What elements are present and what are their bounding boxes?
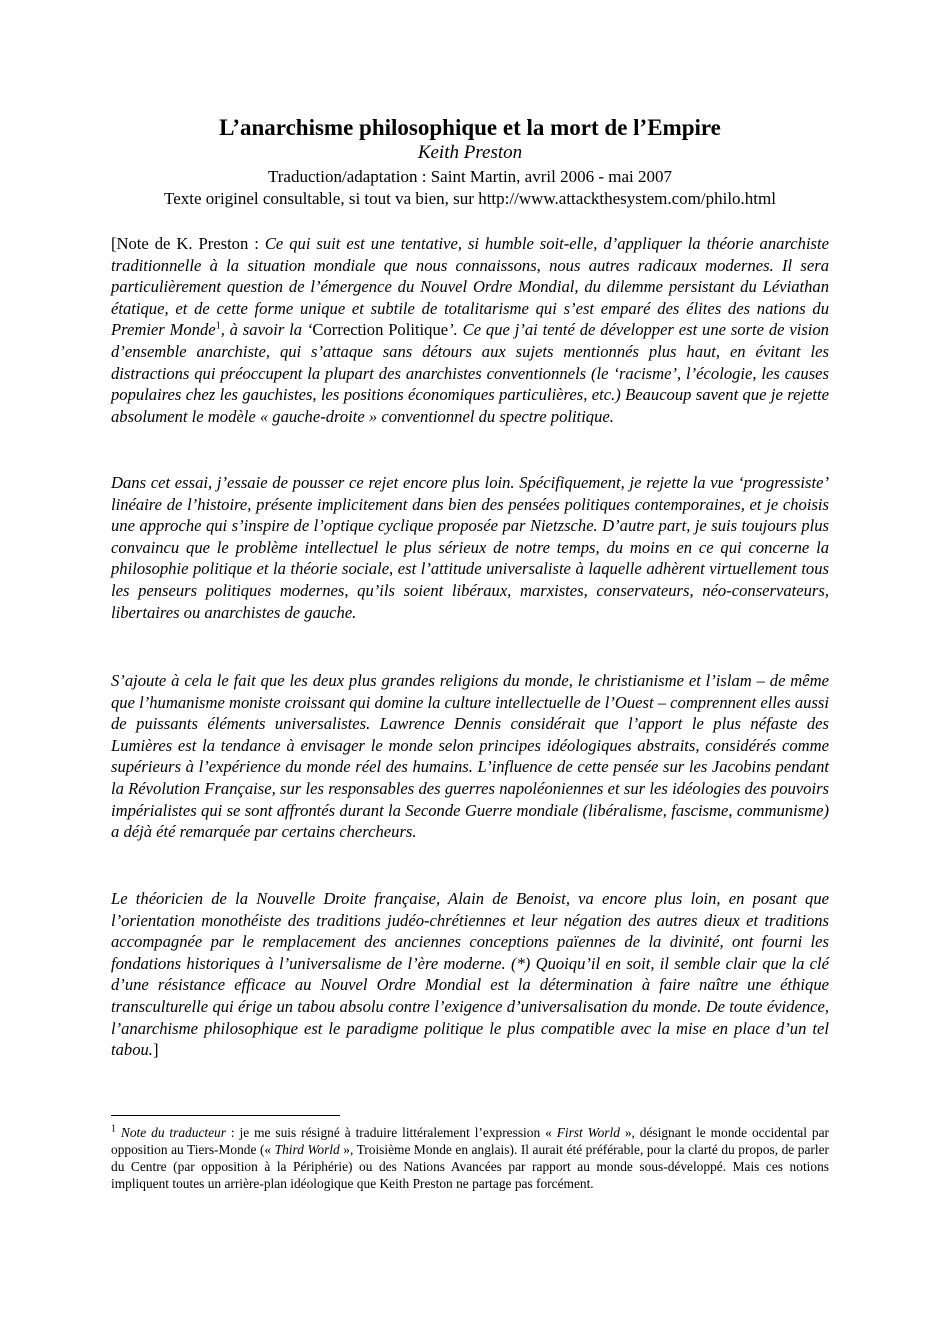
source-line: Texte originel consultable, si tout va bien, sur http://www.attackthesystem.com/philo.html (164, 189, 776, 208)
footnote-text-a: : je me suis résigné à traduire littéralement l’expression « (225, 1125, 557, 1140)
note-open-bracket: [Note de K. Preston : (111, 234, 265, 253)
paragraph-4 (111, 888, 829, 1061)
note-close-bracket: ] (152, 1040, 159, 1060)
paragraph-4-text: Le théoricien de la Nouvelle Droite française, Alain de Benoist, va encore plus loin, en posant que l’orientation monothéiste des traditions judéo-chrétiennes et leur négation des autres dieux et traditions accompagnée par le remplacement des anciennes conceptions païennes de la divinité, ont fourni les fondations historiques à l’universalisme de l’ère moderne. (*) Quoiqu’il en soit, il semble clair que la clé d’une résistance efficace au Nouvel Ordre Mondial est la détermination à faire naître une éthique transculturelle qui érige un tabou absolu contre l’exigence d’universalisation du monde. De toute évidence, l’anarchisme philosophique est le paradigme politique le plus compatible avec la mise en place d’un tel tabou. (111, 889, 829, 1060)
document-title: L’anarchisme philosophique et la mort de l’Empire (219, 115, 721, 140)
translation-line: Traduction/adaptation : Saint Martin, avril 2006 - mai 2007 (267, 167, 672, 186)
paragraph-1-text-b: , à savoir la ‘ (220, 320, 313, 340)
footnote-text-b: », désignant le monde occidental par opposition au Tiers-Monde (« (111, 1125, 829, 1157)
paragraph-3 (111, 670, 829, 843)
footnote-separator (111, 1115, 340, 1116)
paragraph-1-text-c: ’. Ce que j’ai tenté de développer est une sorte de vision d’ensemble anarchiste, qui s’attaque sans détours aux sujets mentionnés plus haut, en évitant les distractions qui préoccupent la plupart des anarchistes conventionnels (le ‘racisme’, l’écologie, les causes populaires chez les gauchistes, les positions économiques particulières, etc.) Beaucoup savent que je rejette absolument le modèle « gauche-droite » conventionnel du spectre politique. (111, 320, 829, 426)
paragraph-1-term: Correction Politique (312, 320, 449, 340)
footnote-reference: 1 (215, 320, 221, 332)
document-author: Keith Preston (417, 142, 523, 163)
paragraph-2 (111, 472, 829, 623)
footnote-term-third-world: Third World (274, 1142, 340, 1157)
footnote-term-first-world: First World (556, 1125, 620, 1140)
footnote-number: 1 (111, 1123, 116, 1135)
paragraph-1 (111, 233, 829, 427)
paragraph-3-text: S’ajoute à cela le fait que les deux plus grandes religions du monde, le christianisme et l’islam – de même que l’humanisme moniste croissant qui domine la culture intellectuelle de l’Ouest – comprennent elles aussi de puissants éléments universalistes. Lawrence Dennis considérait que l’apport le plus néfaste des Lumières est la tendance à envisager le monde selon principes idéologiques abstraits, considérés comme supérieurs à l’expérience du monde réel des humains. L’influence de cette pensée sur les Jacobins pendant la Révolution Française, sur les responsables des guerres napoléoniennes et sur les idéologies des pouvoirs impérialistes qui se sont affrontés durant la Seconde Guerre mondiale (libéralisme, fascisme, communisme) a déjà été remarquée par certains chercheurs. (111, 671, 830, 842)
paragraph-2-text: Dans cet essai, j’essaie de pousser ce rejet encore plus loin. Spécifiquement, je rejette la vue ‘progressiste’ linéaire de l’histoire, présente implicitement dans bien des pensées politiques contemporaines, et je choisis une approche qui s’inspire de l’optique cyclique proposée par Nietzsche. D’autre part, je suis toujours plus convaincu que le problème intellectuel le plus sérieux de notre temps, du moins en ce qui concerne la philosophie politique et la théorie sociale, est l’attitude universaliste à laquelle adhèrent virtuellement tous les penseurs politiques modernes, qu’ils soient libéraux, marxistes, conservateurs, néo-conservateurs, libertaires ou anarchistes de gauche. (111, 473, 829, 622)
footnote-label: Note du traducteur (120, 1125, 226, 1140)
footnote (111, 1124, 829, 1192)
footnote-text-c: », Troisième Monde en anglais). Il aurait été préférable, pour la clarté du propos, de parler du Centre (par opposition à la Périphérie) ou des Nations Avancées par rapport au monde sous-développé. Mais ces notions impliquent toutes un arrière-plan idéologique que Keith Preston ne partage pas forcément. (111, 1142, 829, 1191)
paragraph-1-text-a: Ce qui suit est une tentative, si humble soit-elle, d’appliquer la théorie anarchiste traditionnelle à la situation mondiale que nous connaissons, nous autres radicaux modernes. Il sera particulièrement question de l’émergence du Nouvel Ordre Mondial, du dilemme persistant du Léviathan étatique, et de cette forme unique et subtile de totalitarisme qui s’est emparé des élites des nations du Premier Monde (111, 234, 829, 340)
